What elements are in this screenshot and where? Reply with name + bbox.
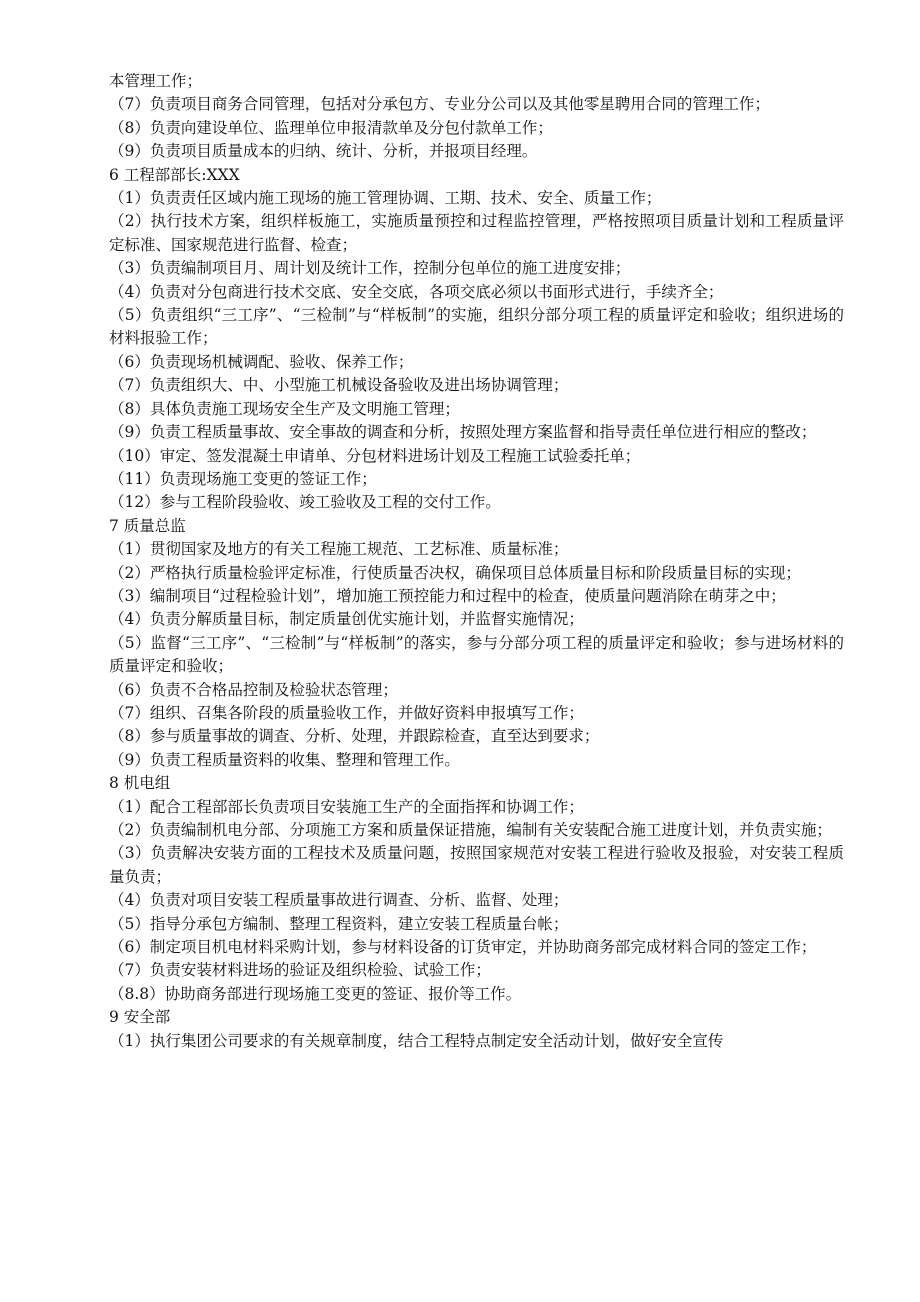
text-line: （3）编制项目“过程检验计划”，增加施工预控能力和过程中的检查，使质量问题消除在萌芽之中； [109,586,786,605]
section-heading: 9 安全部 [109,1008,171,1027]
text-line: （1）贯彻国家及地方的有关工程施工规范、工艺标准、质量标准； [109,540,569,559]
text-line: （8）负责向建设单位、监理单位申报清款单及分包付款单工作； [109,118,553,137]
text-line: （1）配合工程部部长负责项目安装施工生产的全面指挥和协调工作； [109,797,584,816]
text-line: （11）负责现场施工变更的签证工作； [109,469,377,488]
section-heading: 8 机电组 [109,774,171,793]
text-line: （1）负责责任区域内施工现场的施工管理协调、工期、技术、安全、质量工作； [109,189,662,208]
text-line: （7）负责安装材料进场的验证及组织检验、试验工作； [109,961,491,980]
text-line: （9）负责项目质量成本的归纳、统计、分析，并报项目经理。 [109,142,538,161]
text-line: （2）执行技术方案，组织样板施工，实施质量预控和过程监控管理，严格按照项目质量计划和工程质量评定标准、国家规范进行监督、检查； [109,212,844,254]
text-line: （2）严格执行质量检验评定标准，行使质量否决权，确保项目总体质量目标和阶段质量目标的实现； [109,563,801,582]
text-line: （6）负责现场机械调配、验收、保养工作； [109,352,414,371]
text-line: （6）负责不合格品控制及检验状态管理； [109,680,398,699]
text-line: （8.8）协助商务部进行现场施工变更的签证、报价等工作。 [109,984,522,1003]
text-line: （7）负责项目商务合同管理，包括对分承包方、专业分公司以及其他零星聘用合同的管理工作； [109,95,770,114]
text-line: （9）负责工程质量事故、安全事故的调查和分析，按照处理方案监督和指导责任单位进行相应的整改； [109,423,817,442]
text-line: （10）审定、签发混凝土申请单、分包材料进场计划及工程施工试验委托单； [109,446,641,465]
text-line: （8）参与质量事故的调查、分析、处理，并跟踪检查，直至达到要求； [109,727,600,746]
text-line: （5）监督“三工序”、“三检制”与“样板制”的落实，参与分部分项工程的质量评定和验收；参与进场材料的质量评定和验收； [109,633,844,676]
text-line: （9）负责工程质量资料的收集、整理和管理工作。 [109,750,460,769]
text-line: （2）负责编制机电分部、分项施工方案和质量保证措施，编制有关安装配合施工进度计划，并负责实施； [109,821,832,839]
text-line: （6）制定项目机电材料采购计划，参与材料设备的订货审定，并协助商务部完成材料合同的签定工作； [109,938,817,957]
document-body [109,70,844,1053]
text-line: （3）负责解决安装方面的工程技术及质量问题，按照国家规范对安装工程进行验收及报验，对安装工程质量负责； [109,844,844,886]
text-line: （3）负责编制项目月、周计划及统计工作，控制分包单位的施工进度安排； [109,259,631,278]
text-line: （4）负责对分包商进行技术交底、安全交底，各项交底必须以书面形式进行，手续齐全； [109,282,724,301]
text-line: （4）负责对项目安装工程质量事故进行调查、分析、监督、处理； [109,891,569,910]
text-line: （4）负责分解质量目标，制定质量创优实施计划，并监督实施情况； [109,610,584,629]
text-line: （8）具体负责施工现场安全生产及文明施工管理； [109,399,460,418]
section-heading: 7 质量总监 [109,516,186,535]
text-line: 本管理工作； [109,72,203,90]
text-line: （7）组织、召集各阶段的质量验收工作，并做好资料申报填写工作； [109,703,584,722]
section-heading: 6 工程部部长:XXX [109,165,240,184]
text-line: （1）执行集团公司要求的有关规章制度，结合工程特点制定安全活动计划，做好安全宣传 [109,1031,724,1050]
text-line: （5）指导分承包方编制、整理工程资料，建立安装工程质量台帐； [109,914,569,933]
text-line: （5）负责组织“三工序”、“三检制”与“样板制”的实施，组织分部分项工程的质量评定和验收；组织进场的材料报验工作； [109,306,844,348]
text-line: （12）参与工程阶段验收、竣工验收及工程的交付工作。 [109,493,501,512]
text-line: （7）负责组织大、中、小型施工机械设备验收及进出场协调管理； [109,376,569,395]
